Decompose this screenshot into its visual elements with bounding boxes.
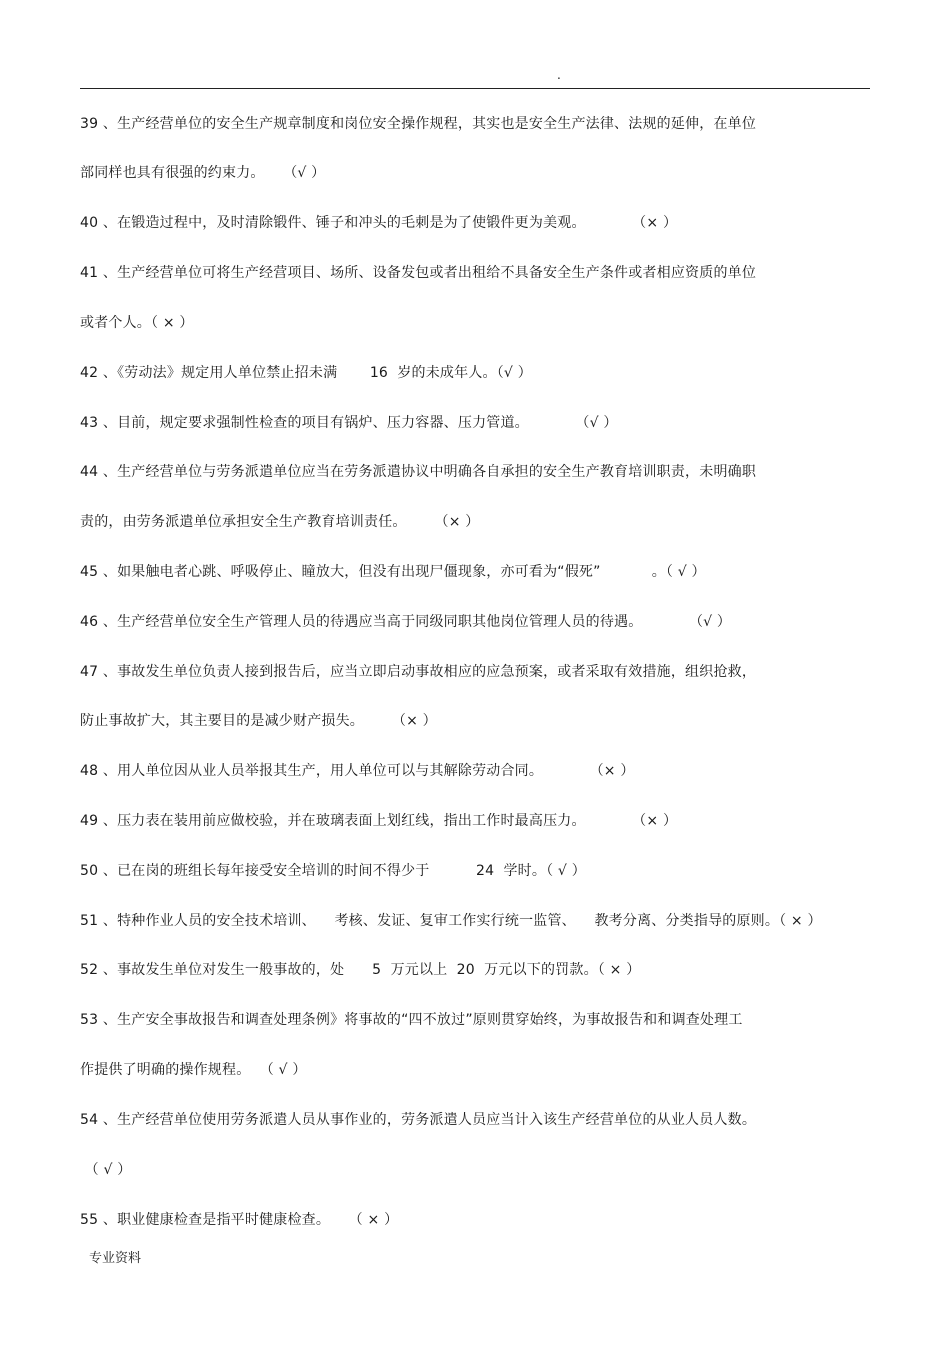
question-41-line-2: 或者个人。（ × ） — [80, 315, 194, 331]
question-39-line-1: 39 、生产经营单位的安全生产规章制度和岗位安全操作规程，其实也是安全生产法律、法规的延伸，在单位 — [80, 116, 757, 132]
question-51: 51 、特种作业人员的安全技术培训、 考核、发证、复审工作实行统一监管、 教考分离、分类指导的原则。（ × ） — [80, 913, 822, 929]
question-44-line-2: 责的，由劳务派遣单位承担安全生产教育培训责任。 （× ） — [80, 514, 480, 530]
question-45: 45 、如果触电者心跳、呼吸停止、瞳放大，但没有出现尸僵现象，亦可看为“假死” 。（ √ ） — [80, 564, 706, 580]
question-48: 48 、用人单位因从业人员举报其生产，用人单位可以与其解除劳动合同。 （× ） — [80, 763, 635, 779]
question-49: 49 、压力表在装用前应做校验，并在玻璃表面上划红线，指出工作时最高压力。 （× ） — [80, 813, 678, 829]
question-39-line-2: 部同样也具有很强的约束力。 （√ ） — [80, 165, 326, 181]
question-50: 50 、已在岗的班组长每年接受安全培训的时间不得少于 24 学时。（ √ ） — [80, 863, 586, 879]
question-55: 55 、职业健康检查是指平时健康检查。 （ × ） — [80, 1212, 399, 1228]
question-40: 40 、在锻造过程中，及时清除锻件、锤子和冲头的毛刺是为了使锻件更为美观。 （× ） — [80, 215, 678, 231]
question-42: 42 、《劳动法》规定用人单位禁止招未满 16 岁的未成年人。（√ ） — [80, 365, 532, 381]
question-47-line-2: 防止事故扩大，其主要目的是减少财产损失。 （× ） — [80, 713, 437, 729]
header-rule — [80, 88, 870, 89]
question-54-line-2: （ √ ） — [80, 1162, 132, 1178]
question-46: 46 、生产经营单位安全生产管理人员的待遇应当高于同级同职其他岗位管理人员的待遇。 （√ ） — [80, 614, 732, 630]
question-43: 43 、目前，规定要求强制性检查的项目有锅炉、压力容器、压力管道。 （√ ） — [80, 415, 618, 431]
question-44-line-1: 44 、生产经营单位与劳务派遣单位应当在劳务派遣协议中明确各自承担的安全生产教育培训职责，未明确职 — [80, 464, 757, 480]
footer-label: 专业资料 — [89, 1251, 142, 1266]
question-53-line-1: 53 、生产安全事故报告和调查处理条例》将事故的“四不放过”原则贯穿始终，为事故报告和和调查处理工 — [80, 1012, 743, 1028]
question-47-line-1: 47 、事故发生单位负责人接到报告后，应当立即启动事故相应的应急预案，或者采取有效措施，组织抢救， — [80, 664, 757, 680]
question-41-line-1: 41 、生产经营单位可将生产经营项目、场所、设备发包或者出租给不具备安全生产条件或者相应资质的单位 — [80, 265, 757, 281]
header-dot: . — [557, 68, 561, 82]
question-53-line-2: 作提供了明确的操作规程。 （ √ ） — [80, 1062, 307, 1078]
question-54-line-1: 54 、生产经营单位使用劳务派遣人员从事作业的，劳务派遣人员应当计入该生产经营单位的从业人员人数。 — [80, 1112, 757, 1128]
question-52: 52 、事故发生单位对发生一般事故的，处 5 万元以上 20 万元以下的罚款。（ × ） — [80, 962, 641, 978]
